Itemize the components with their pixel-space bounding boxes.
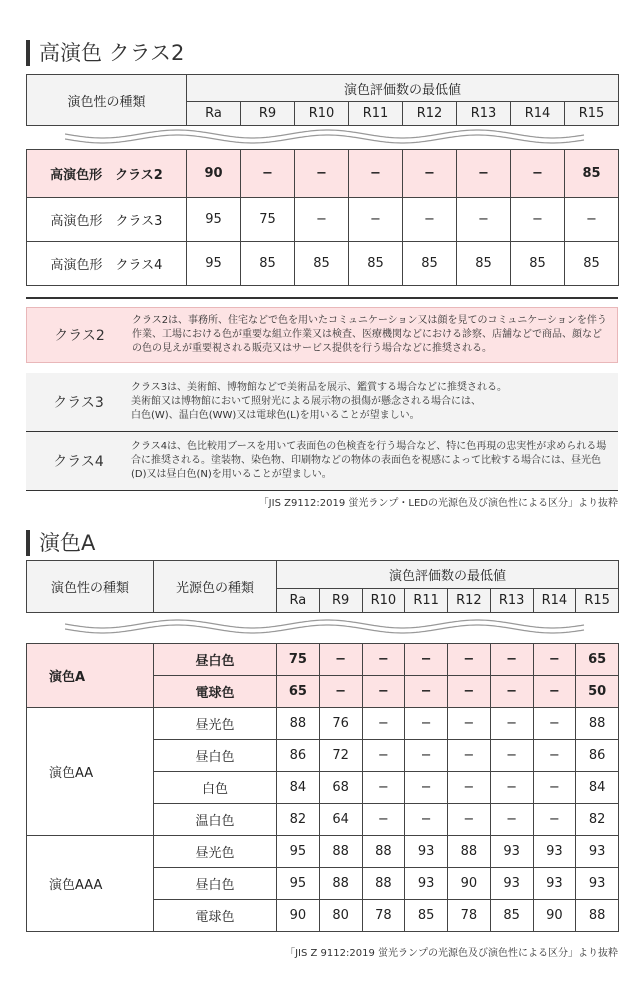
value-cell: − [511, 198, 565, 242]
value-cell: 65 [576, 644, 619, 676]
header-type: 演色性の種類 [27, 561, 154, 613]
class-description: クラス4は、色比較用ブースを用いて表面色の色検査を行う場合など、特に色再現の忠実性が求められる場合に推奨される。塗装物、染色物、印刷物などの物体の表面色を視感によって比較する場合には、昼光色(D)又は昼白色(N)を用いることが望ましい。 [131, 441, 607, 480]
value-cell: − [319, 644, 362, 676]
column-header-r11: R11 [349, 102, 403, 126]
value-cell: − [533, 676, 576, 708]
value-cell: 88 [277, 708, 320, 740]
column-header-r12: R12 [403, 102, 457, 126]
group-label: 演色AA [27, 708, 154, 836]
class-label: クラス2 [54, 328, 105, 344]
value-cell: − [362, 772, 405, 804]
value-cell: 88 [319, 836, 362, 868]
value-cell: − [349, 198, 403, 242]
wave-break-icon [65, 614, 585, 640]
class-description: クラス3は、美術館、博物館などで美術品を展示、鑑賞する場合などに推奨される。 美術館又は博物館において照射光による展示物の損傷が懸念される場合には、 白色(W)、温白色(WW)又は電球色(L)を用いることが望ましい。 [131, 382, 508, 421]
value-cell: − [511, 150, 565, 198]
value-cell: − [403, 150, 457, 198]
value-cell: − [533, 708, 576, 740]
value-cell: − [448, 708, 491, 740]
table-row [27, 836, 619, 868]
value-cell: − [362, 676, 405, 708]
value-cell: − [295, 198, 349, 242]
value-cell: − [295, 150, 349, 198]
value-cell: 86 [576, 740, 619, 772]
section-title-cri-a: 演色A [26, 530, 95, 556]
value-cell: − [533, 644, 576, 676]
row-label: 高演色形 クラス3 [27, 198, 187, 242]
section-title-high-cri-class2: 高演色 クラス2 [26, 40, 184, 66]
column-header-r14: R14 [511, 102, 565, 126]
class-description-box [26, 297, 618, 491]
column-header-r9: R9 [319, 589, 362, 613]
class-row-3 [26, 373, 618, 432]
value-cell: − [362, 804, 405, 836]
value-cell: 88 [319, 868, 362, 900]
column-header-r10: R10 [295, 102, 349, 126]
value-cell: 76 [319, 708, 362, 740]
high-cri-table [26, 74, 619, 286]
column-header-r10: R10 [362, 589, 405, 613]
column-header-r15: R15 [576, 589, 619, 613]
light-color-cell: 白色 [154, 772, 277, 804]
source-note-2: 「JIS Z 9112:2019 蛍光ランプの光源色及び演色性による区分」より抜粋 [285, 948, 618, 959]
header-light-color: 光源色の種類 [154, 561, 277, 613]
value-cell: 93 [490, 836, 533, 868]
value-cell: − [490, 644, 533, 676]
value-cell: − [319, 676, 362, 708]
class-row-2 [26, 307, 618, 363]
light-color-cell: 電球色 [154, 900, 277, 932]
value-cell: 85 [490, 900, 533, 932]
table-row [27, 198, 619, 242]
value-cell: − [241, 150, 295, 198]
cri-a-table [26, 560, 619, 932]
value-cell: 85 [405, 900, 448, 932]
value-cell: 95 [277, 836, 320, 868]
value-cell: 85 [403, 242, 457, 286]
wave-break-icon [65, 124, 585, 150]
value-cell: − [490, 740, 533, 772]
value-cell: − [457, 198, 511, 242]
wave-break-row [27, 613, 619, 644]
column-header-r11: R11 [405, 589, 448, 613]
class-label: クラス3 [53, 395, 104, 411]
value-cell: 88 [576, 708, 619, 740]
value-cell: 90 [187, 150, 241, 198]
light-color-cell: 昼白色 [154, 644, 277, 676]
value-cell: − [403, 198, 457, 242]
value-cell: 72 [319, 740, 362, 772]
value-cell: − [490, 804, 533, 836]
value-cell: 93 [576, 836, 619, 868]
header-min-values: 演色評価数の最低値 [187, 75, 619, 102]
value-cell: − [565, 198, 619, 242]
value-cell: − [448, 740, 491, 772]
row-label: 高演色形 クラス4 [27, 242, 187, 286]
value-cell: 75 [241, 198, 295, 242]
value-cell: 78 [362, 900, 405, 932]
table-row [27, 708, 619, 740]
value-cell: − [405, 740, 448, 772]
value-cell: 85 [295, 242, 349, 286]
column-header-r15: R15 [565, 102, 619, 126]
light-color-cell: 電球色 [154, 676, 277, 708]
group-label: 演色A [27, 644, 154, 708]
value-cell: 90 [448, 868, 491, 900]
value-cell: − [448, 676, 491, 708]
value-cell: 84 [576, 772, 619, 804]
value-cell: − [490, 772, 533, 804]
value-cell: 85 [565, 242, 619, 286]
column-header-r9: R9 [241, 102, 295, 126]
value-cell: 64 [319, 804, 362, 836]
light-color-cell: 昼白色 [154, 868, 277, 900]
column-header-r13: R13 [457, 102, 511, 126]
table-row [27, 644, 619, 676]
column-header-ra: Ra [187, 102, 241, 126]
value-cell: − [448, 644, 491, 676]
header-min-values: 演色評価数の最低値 [277, 561, 619, 589]
column-header-r14: R14 [533, 589, 576, 613]
table-row [27, 242, 619, 286]
value-cell: 68 [319, 772, 362, 804]
value-cell: 65 [277, 676, 320, 708]
class-row-4 [26, 432, 618, 491]
value-cell: − [405, 676, 448, 708]
wave-break-row [27, 126, 619, 150]
value-cell: − [448, 804, 491, 836]
value-cell: 85 [241, 242, 295, 286]
value-cell: 88 [362, 836, 405, 868]
value-cell: 95 [187, 242, 241, 286]
value-cell: 85 [457, 242, 511, 286]
value-cell: 93 [576, 868, 619, 900]
value-cell: 82 [277, 804, 320, 836]
value-cell: − [405, 772, 448, 804]
value-cell: 90 [277, 900, 320, 932]
value-cell: 88 [448, 836, 491, 868]
value-cell: − [349, 150, 403, 198]
value-cell: 93 [533, 836, 576, 868]
light-color-cell: 昼光色 [154, 836, 277, 868]
source-note-1: 「JIS Z9112:2019 蛍光ランプ・LEDの光源色及び演色性による区分」より抜粋 [258, 498, 618, 509]
value-cell: − [457, 150, 511, 198]
value-cell: 90 [533, 900, 576, 932]
group-label: 演色AAA [27, 836, 154, 932]
value-cell: − [405, 804, 448, 836]
column-header-r13: R13 [490, 589, 533, 613]
value-cell: − [362, 740, 405, 772]
value-cell: 95 [187, 198, 241, 242]
column-header-r12: R12 [448, 589, 491, 613]
class-description: クラス2は、事務所、住宅などで色を用いたコミュニケーション又は顔を見てのコミュニケーションを伴う作業、工場における色が重要な組立作業又は検査、医療機関などにおける診察、店舗などで商品、顔などの色の見えが重要視される販売又はサービス提供を行う場合などに推奨される。 [132, 315, 607, 354]
value-cell: − [533, 772, 576, 804]
table-row [27, 150, 619, 198]
value-cell: 95 [277, 868, 320, 900]
value-cell: 86 [277, 740, 320, 772]
value-cell: − [533, 804, 576, 836]
row-label: 高演色形 クラス2 [27, 150, 187, 198]
light-color-cell: 昼白色 [154, 740, 277, 772]
value-cell: 93 [490, 868, 533, 900]
value-cell: − [405, 708, 448, 740]
value-cell: − [405, 644, 448, 676]
value-cell: − [490, 676, 533, 708]
light-color-cell: 温白色 [154, 804, 277, 836]
value-cell: 93 [405, 836, 448, 868]
column-header-ra: Ra [277, 589, 320, 613]
value-cell: 78 [448, 900, 491, 932]
value-cell: 93 [405, 868, 448, 900]
value-cell: 88 [576, 900, 619, 932]
header-type: 演色性の種類 [27, 75, 187, 126]
value-cell: 50 [576, 676, 619, 708]
value-cell: − [533, 740, 576, 772]
value-cell: 88 [362, 868, 405, 900]
value-cell: − [362, 708, 405, 740]
light-color-cell: 昼光色 [154, 708, 277, 740]
value-cell: − [448, 772, 491, 804]
class-label: クラス4 [53, 454, 104, 470]
value-cell: 85 [511, 242, 565, 286]
value-cell: 85 [349, 242, 403, 286]
value-cell: 75 [277, 644, 320, 676]
value-cell: 84 [277, 772, 320, 804]
value-cell: 80 [319, 900, 362, 932]
value-cell: 93 [533, 868, 576, 900]
value-cell: − [490, 708, 533, 740]
value-cell: 82 [576, 804, 619, 836]
value-cell: − [362, 644, 405, 676]
value-cell: 85 [565, 150, 619, 198]
